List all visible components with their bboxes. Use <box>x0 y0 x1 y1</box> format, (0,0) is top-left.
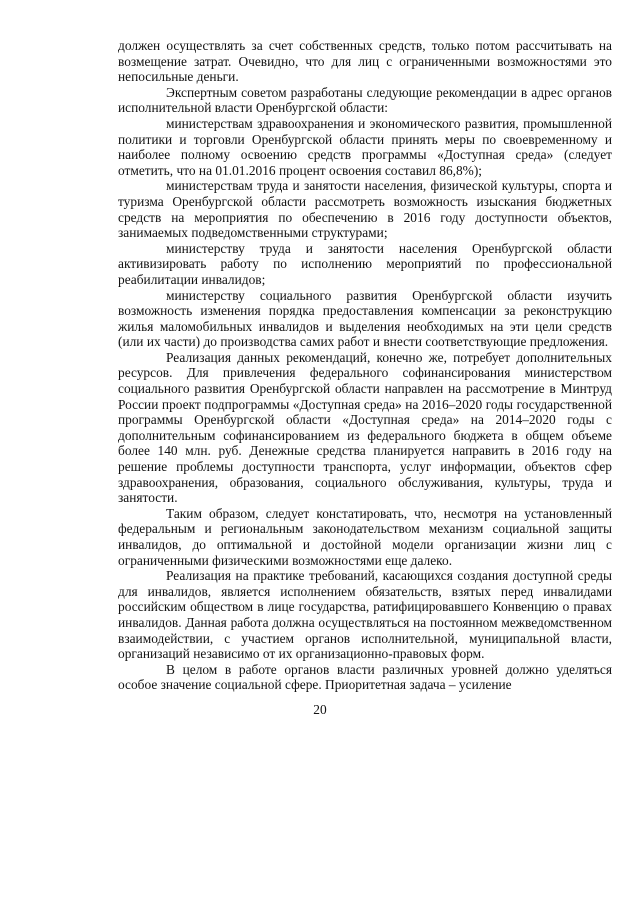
paragraph-social-sphere: В целом в работе органов власти различных уровней должно уделяться особое значение социальной сфере. Приоритетная задача – усиление <box>118 661 612 693</box>
page-number: 20 <box>313 702 327 717</box>
paragraph-conclusion: Таким образом, следует констатировать, что, несмотря на установленный федеральным и региональным законодательством механизм социальной защиты инвалидов, до оптимальной и достойной модели организации жизни лиц с ограниченными физическими возможностями еще далеко. <box>118 505 612 568</box>
document-page <box>118 38 612 693</box>
paragraph-continuation: должен осуществлять за счет собственных средств, только потом рассчитывать на возмещение затрат. Очевидно, что для лиц с ограниченными возможностями это непосильные деньги. <box>118 38 612 85</box>
recommendation-labor-sport: министерствам труда и занятости населения, физической культуры, спорта и туризма Оренбургской области рассмотреть возможность изыскания бюджетных средств на мероприятия по обеспечению в 2016 году доступности объектов, занимаемых подведомственными структурами; <box>118 178 612 241</box>
paragraph-implementation-resources: Реализация данных рекомендаций, конечно же, потребует дополнительных ресурсов. Для привлечения федерального софинансирования министерством социального развития Оренбургской области направлен на рассмотрение в Минтруд России проект подпрограммы «Доступная среда» на 2016–2020 годы государственной программы Оренбургской области «Доступная среда» на 2014–2020 годы с дополнительным софинансированием из федерального бюджета в общем объеме более 140 млн. руб. Денежные средства планируется направить в 2016 году на решение проблемы доступности транспорта, услуг информации, объектов сфер здравоохранения, образования, социального обслуживания, культуры, труда и занятости. <box>118 349 612 506</box>
paragraph-accessible-environment: Реализация на практике требований, касающихся создания доступной среды для инвалидов, является исполнением обязательств, взятых перед инвалидами российским обществом в лице государства, ратифицировавшего Конвенцию о правах инвалидов. Данная работа должна осуществляться на постоянном межведомственном взаимодействии, с участием органов исполнительной, муниципальной власти, организаций независимо от их организационно-правовых форм. <box>118 568 612 662</box>
recommendation-social-development: министерству социального развития Оренбургской области изучить возможность изменения порядка предоставления компенсации за реконструкцию жилья маломобильных инвалидов и выделения необходимых на эти цели средств (или их части) до производства самих работ и внести соответствующие предложения. <box>118 287 612 350</box>
recommendation-health-economy: министерствам здравоохранения и экономического развития, промышленной политики и торговли Оренбургской области принять меры по своевременному и наиболее полному освоению средств программы «Доступная среда» (следует отметить, что на 01.01.2016 процент освоения составил 86,8%); <box>118 115 612 178</box>
paragraph-expert-council-intro: Экспертным советом разработаны следующие рекомендации в адрес органов исполнительной власти Оренбургской области: <box>118 84 612 116</box>
recommendation-labor-rehabilitation: министерству труда и занятости населения Оренбургской области активизировать работу по исполнению мероприятий по профессиональной реабилитации инвалидов; <box>118 240 612 287</box>
